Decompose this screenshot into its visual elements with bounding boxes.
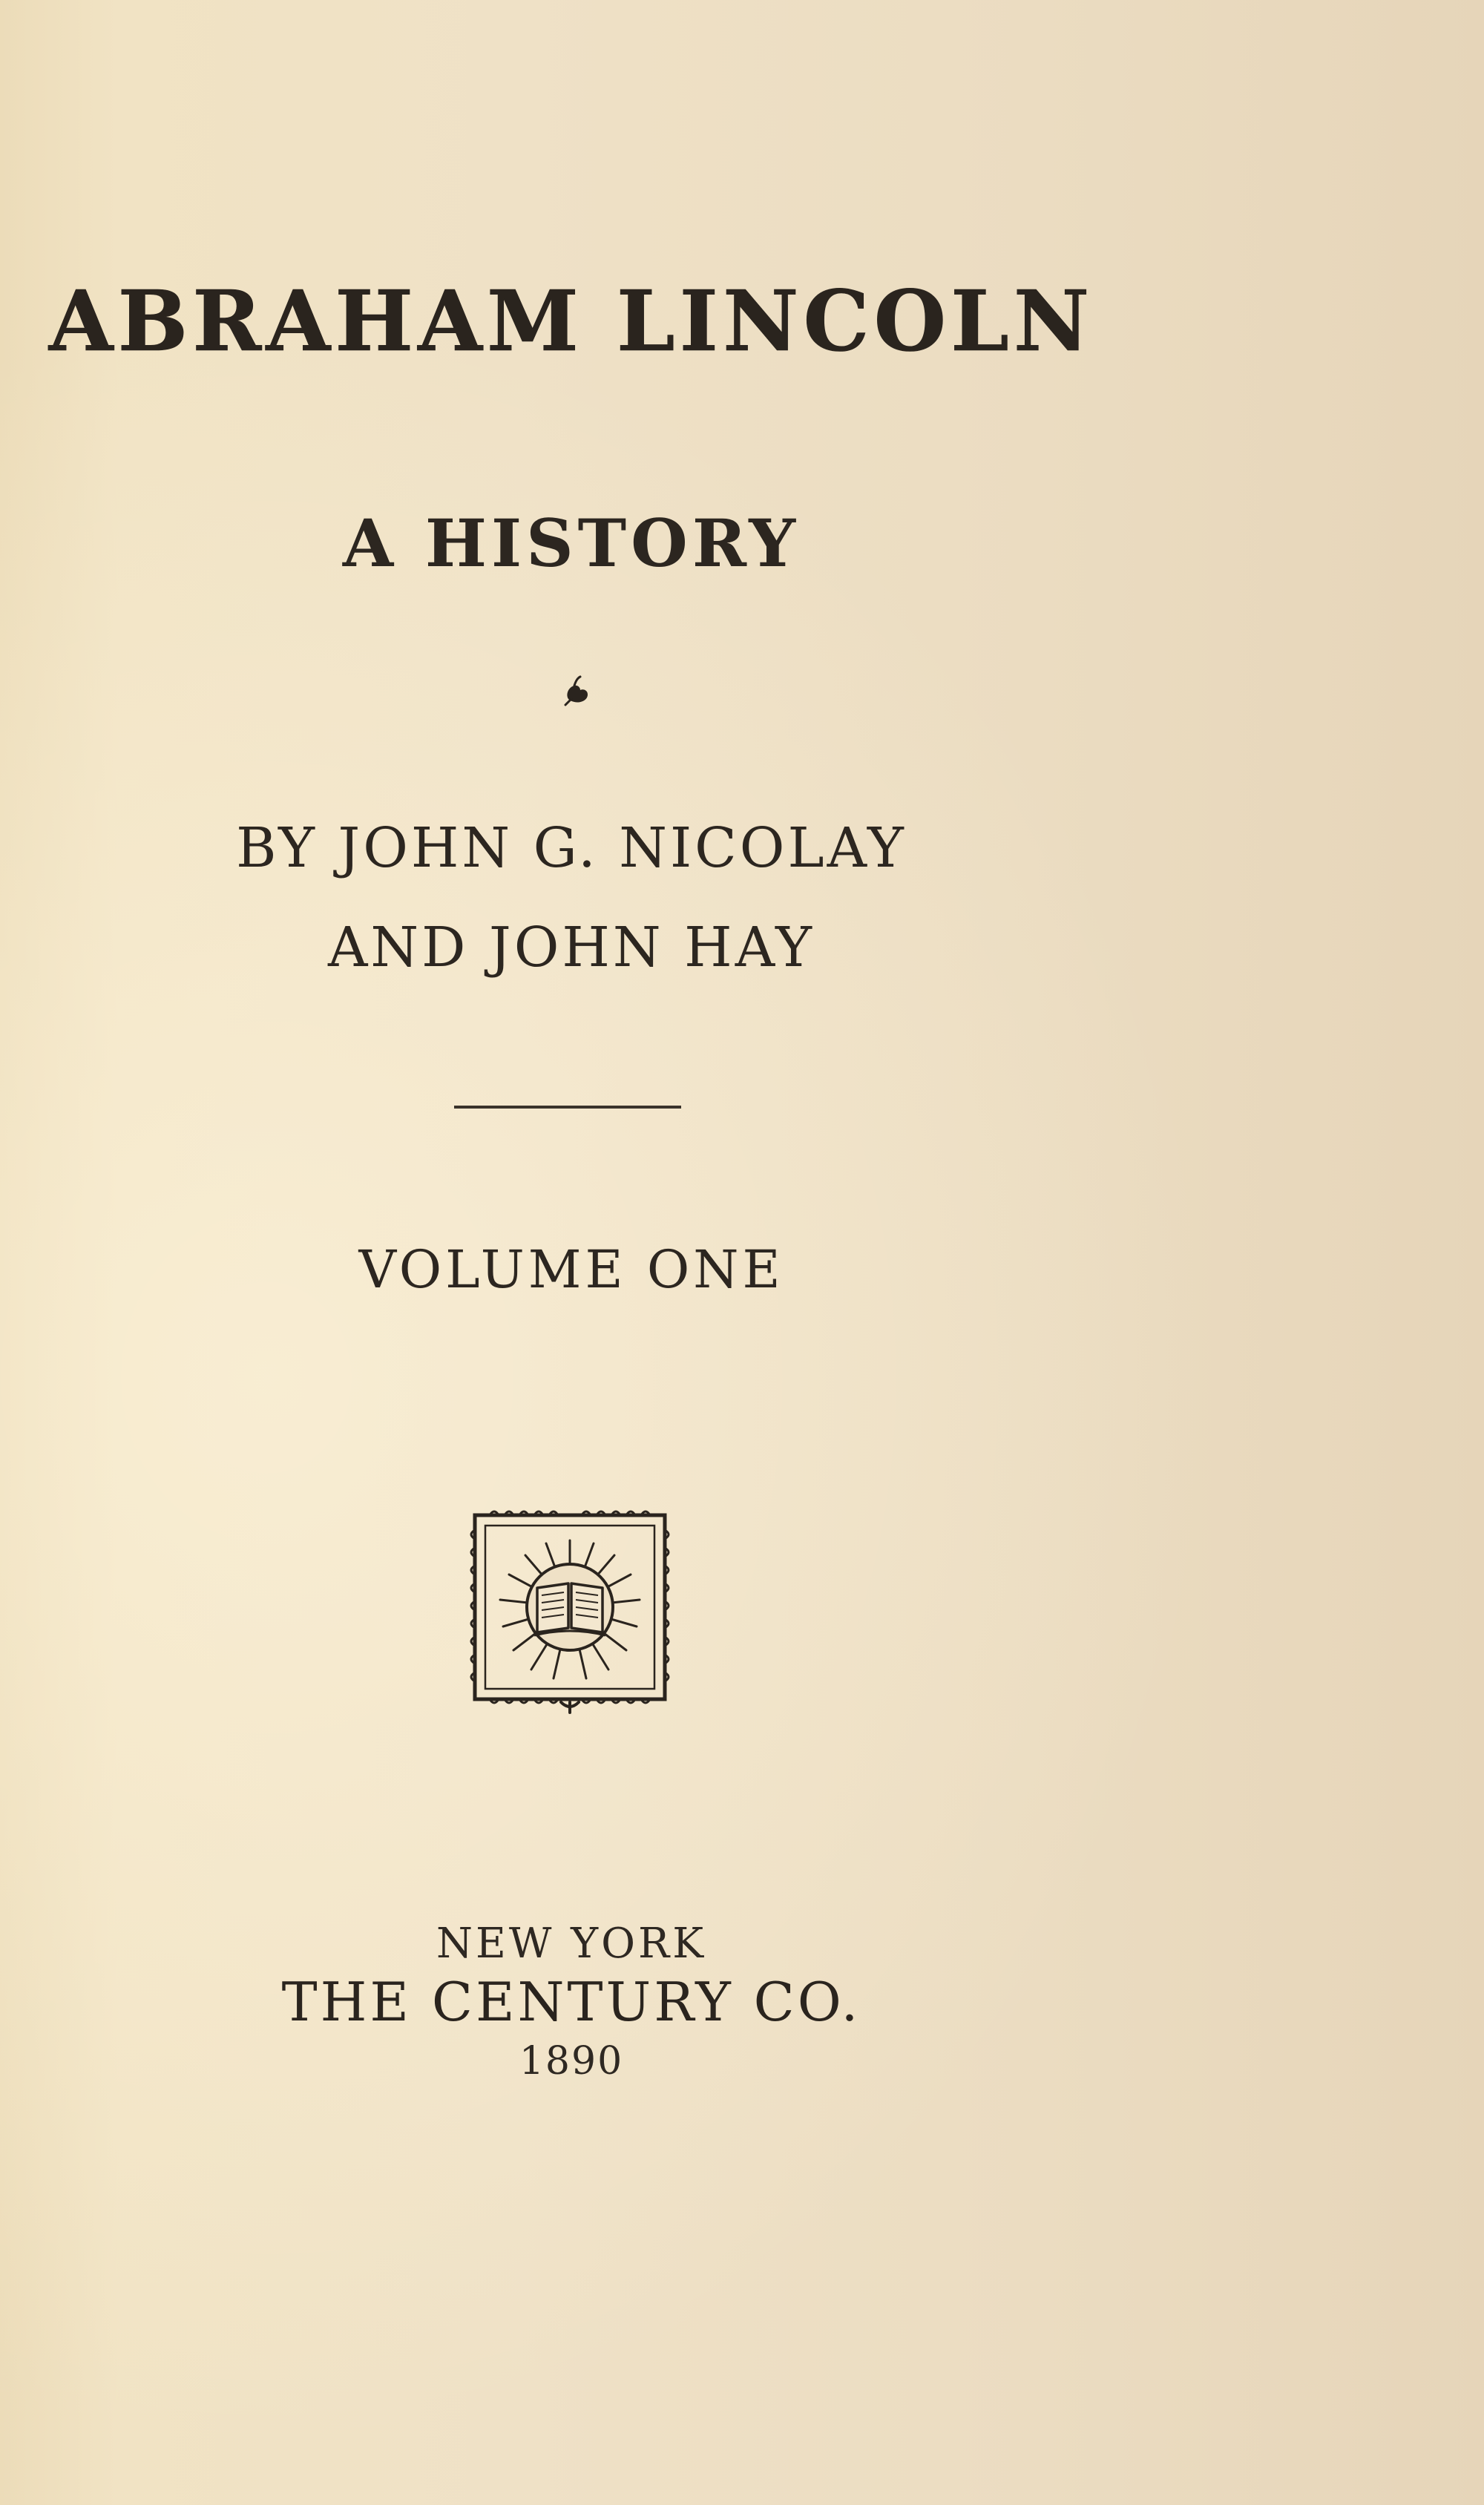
book-title: ABRAHAM LINCOLN xyxy=(48,273,1094,370)
imprint-publisher: THE CENTURY CO. xyxy=(281,1971,861,2033)
hedera-leaf-icon xyxy=(558,674,594,709)
volume-label: VOLUME ONE xyxy=(358,1239,784,1300)
book-subtitle: A HISTORY xyxy=(342,505,801,582)
divider-rule xyxy=(454,1106,681,1109)
authors-line-1: BY JOHN G. NICOLAY xyxy=(236,816,907,880)
imprint-city: NEW YORK xyxy=(436,1920,707,1968)
authors-line-2: AND JOHN HAY xyxy=(327,916,815,979)
imprint-year: 1890 xyxy=(519,2039,624,2084)
publisher-device-icon xyxy=(463,1500,678,1716)
